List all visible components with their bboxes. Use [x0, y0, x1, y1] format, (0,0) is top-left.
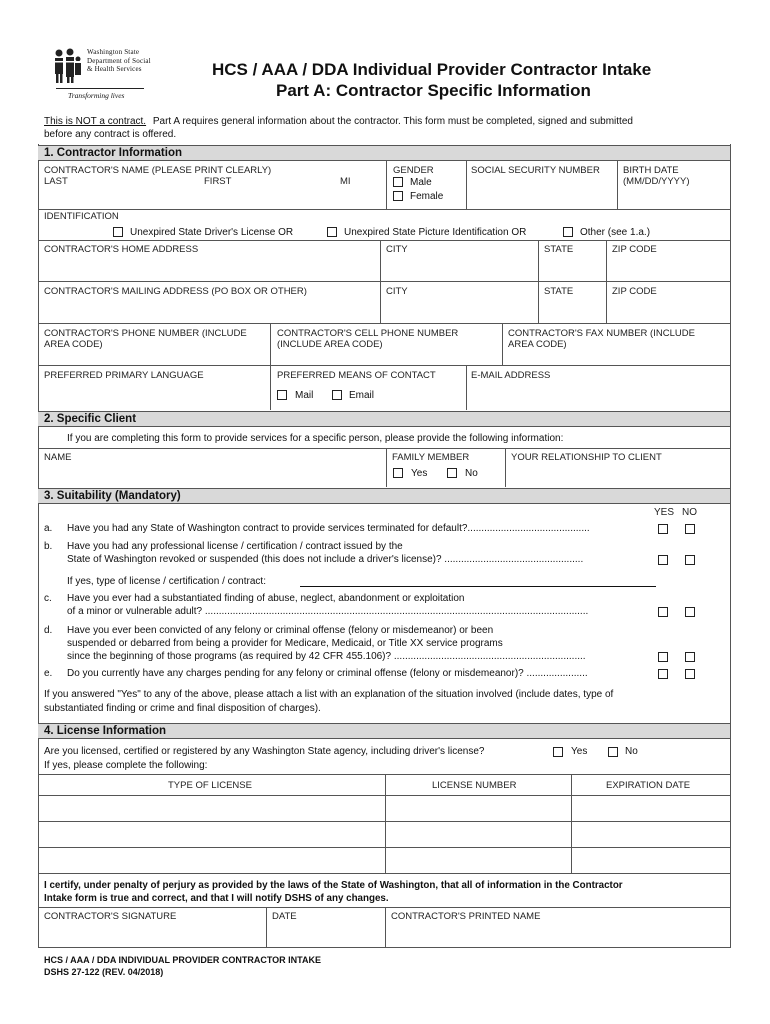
license-if-yes: If yes, please complete the following:	[44, 760, 208, 771]
home-address-label: CONTRACTOR'S HOME ADDRESS	[44, 244, 199, 255]
logo-agency-line1: Washington State	[87, 48, 140, 56]
birth-date-format: (MM/DD/YYYY)	[623, 176, 690, 187]
question-c-no-checkbox[interactable]	[685, 607, 695, 617]
section3-title: 3. Suitability (Mandatory)	[44, 490, 181, 502]
family-member-yes-label: Yes	[411, 468, 428, 479]
cell-phone-label-line2: (INCLUDE AREA CODE)	[277, 339, 383, 350]
suitability-note-line1: If you answered "Yes" to any of the above, please attach a list with an explanation of the situation involved (include dates, type of	[44, 689, 614, 700]
mailing-state-label: STATE	[544, 286, 574, 297]
question-b-no-checkbox[interactable]	[685, 555, 695, 565]
printed-name-label: CONTRACTOR'S PRINTED NAME	[391, 911, 541, 922]
question-b-line2: State of Washington revoked or suspended (this does not include a driver's license)? ..................................................	[67, 554, 584, 565]
family-member-no-checkbox[interactable]	[447, 468, 457, 478]
question-e-letter: e.	[44, 668, 53, 679]
yes-column-header: YES	[654, 507, 675, 518]
logo-agency-line2: Department of Social	[87, 56, 151, 65]
last-name-label: LAST	[44, 176, 68, 187]
section-contractor-information	[38, 145, 730, 161]
middle-initial-label: MI	[340, 176, 351, 187]
question-c-letter: c.	[44, 593, 52, 604]
question-d-letter: d.	[44, 625, 53, 636]
client-name-label: NAME	[44, 452, 72, 463]
question-b-yes-checkbox[interactable]	[658, 555, 668, 565]
question-a-yes-checkbox[interactable]	[658, 524, 668, 534]
id-drivers-license-label: Unexpired State Driver's License OR	[130, 227, 294, 238]
license-row-3[interactable]	[39, 848, 729, 873]
certification-line1: I certify, under penalty of perjury as provided by the laws of the State of Washington, that all of information in the Contractor	[44, 880, 623, 891]
gender-male-checkbox[interactable]	[393, 177, 403, 187]
gender-female-checkbox[interactable]	[393, 191, 403, 201]
question-c-line1: Have you ever had a substantiated finding of abuse, neglect, abandonment or exploitation	[67, 593, 465, 604]
license-no-label: No	[625, 746, 638, 757]
client-instruction: If you are completing this form to provide services for a specific person, please provide the following information:	[67, 433, 564, 444]
question-d-line2: suspended or debarred from being a provider for Medicare, Medicaid, or Title XX service programs	[67, 638, 503, 649]
question-d-line3: since the beginning of those programs (as required by 42 CFR 455.106)? .....................................................................	[67, 651, 586, 662]
contact-mail-label: Mail	[295, 390, 314, 401]
logo-tagline: Transforming lives	[68, 91, 125, 100]
contact-email-checkbox[interactable]	[332, 390, 342, 400]
question-e-text: Do you currently have any charges pending for any felony or criminal offense (felony or misdemeanor)? ......................	[67, 668, 588, 679]
contact-email-label: Email	[349, 390, 375, 401]
no-column-header: NO	[682, 507, 697, 518]
question-b-line1: Have you had any professional license / certification / contract issued by the	[67, 541, 403, 552]
license-question: Are you licensed, certified or registered by any Washington State agency, including driver's license?	[44, 746, 485, 757]
gender-male-label: Male	[410, 177, 432, 188]
email-address-label: E-MAIL ADDRESS	[471, 370, 551, 381]
relationship-label: YOUR RELATIONSHIP TO CLIENT	[511, 452, 662, 463]
mailing-city-label: CITY	[386, 286, 408, 297]
question-d-yes-checkbox[interactable]	[658, 652, 668, 662]
not-a-contract-notice: This is NOT a contract.	[44, 116, 147, 127]
gender-female-label: Female	[410, 191, 444, 202]
family-member-label: FAMILY MEMBER	[392, 452, 470, 463]
license-row-2[interactable]	[39, 822, 729, 847]
question-b-letter: b.	[44, 541, 53, 552]
col-license-number: LICENSE NUMBER	[432, 780, 517, 791]
id-other-label: Other (see 1.a.)	[580, 227, 651, 238]
intro-text-line2: before any contract is offered.	[44, 129, 177, 140]
id-state-picture-label: Unexpired State Picture Identification OR	[344, 227, 527, 238]
license-yes-checkbox[interactable]	[553, 747, 563, 757]
phone-label: CONTRACTOR'S PHONE NUMBER (INCLUDE	[44, 328, 247, 339]
question-c-yes-checkbox[interactable]	[658, 607, 668, 617]
col-expiration-date: EXPIRATION DATE	[606, 780, 691, 791]
question-d-line1: Have you ever been convicted of any felony or criminal offense (felony or misdemeanor) or been	[67, 625, 494, 636]
mailing-zip-label: ZIP CODE	[612, 286, 657, 297]
suitability-note-line2: substantiated finding or crime and final disposition of charges).	[44, 703, 321, 714]
footer-form-title: HCS / AAA / DDA INDIVIDUAL PROVIDER CONTRACTOR INTAKE	[44, 955, 322, 965]
col-license-type: TYPE OF LICENSE	[168, 780, 252, 791]
license-no-checkbox[interactable]	[608, 747, 618, 757]
question-e-no-checkbox[interactable]	[685, 669, 695, 679]
dshs-logo	[50, 46, 180, 104]
page-subtitle: Part A: Contractor Specific Information	[276, 81, 591, 100]
license-type-line[interactable]	[300, 586, 656, 587]
fax-label-line2: AREA CODE)	[508, 339, 567, 350]
ssn-label: SOCIAL SECURITY NUMBER	[471, 165, 600, 176]
logo-agency-line3: & Health Services	[87, 65, 142, 73]
family-member-no-label: No	[465, 468, 478, 479]
home-city-label: CITY	[386, 244, 408, 255]
date-label: DATE	[272, 911, 297, 922]
fax-label: CONTRACTOR'S FAX NUMBER (INCLUDE	[508, 328, 695, 339]
question-d-no-checkbox[interactable]	[685, 652, 695, 662]
id-state-picture-checkbox[interactable]	[327, 227, 337, 237]
contact-means-label: PREFERRED MEANS OF CONTACT	[277, 370, 436, 381]
section1-title: 1. Contractor Information	[44, 147, 183, 159]
signature-label: CONTRACTOR'S SIGNATURE	[44, 911, 177, 922]
question-c-line2: of a minor or vulnerable adult? ..........................................................................................................................................	[67, 606, 589, 617]
id-drivers-license-checkbox[interactable]	[113, 227, 123, 237]
family-figures-icon	[50, 48, 84, 84]
family-member-yes-checkbox[interactable]	[393, 468, 403, 478]
phone-label-line2: AREA CODE)	[44, 339, 103, 350]
contractor-name-label: CONTRACTOR'S NAME (PLEASE PRINT CLEARLY)	[44, 165, 272, 176]
contact-mail-checkbox[interactable]	[277, 390, 287, 400]
license-yes-label: Yes	[571, 746, 588, 757]
section2-title: 2. Specific Client	[44, 413, 137, 425]
gender-label: GENDER	[393, 165, 434, 176]
certification-line2: Intake form is true and correct, and that I will notify DSHS of any changes.	[44, 893, 389, 904]
license-type-prompt: If yes, type of license / certification / contract:	[67, 576, 266, 587]
license-row-1[interactable]	[39, 796, 729, 821]
mailing-address-label: CONTRACTOR'S MAILING ADDRESS (PO BOX OR OTHER)	[44, 286, 307, 297]
primary-language-label: PREFERRED PRIMARY LANGUAGE	[44, 370, 204, 381]
section4-title: 4. License Information	[44, 725, 167, 737]
question-a-letter: a.	[44, 523, 53, 534]
question-a-text: Have you had any State of Washington contract to provide services terminated for default?............................................	[67, 523, 590, 534]
page-title: HCS / AAA / DDA Individual Provider Contractor Intake	[212, 60, 652, 79]
section-suitability	[38, 488, 730, 504]
identification-label: IDENTIFICATION	[44, 211, 119, 222]
question-e-yes-checkbox[interactable]	[658, 669, 668, 679]
footer-form-number: DSHS 27-122 (REV. 04/2018)	[44, 967, 164, 977]
first-name-label: FIRST	[204, 176, 232, 187]
cell-phone-label: CONTRACTOR'S CELL PHONE NUMBER	[277, 328, 459, 339]
question-a-no-checkbox[interactable]	[685, 524, 695, 534]
home-zip-label: ZIP CODE	[612, 244, 657, 255]
home-state-label: STATE	[544, 244, 574, 255]
id-other-checkbox[interactable]	[563, 227, 573, 237]
intro-text-line1: Part A requires general information about the contractor. This form must be completed, signed and submitted	[152, 116, 633, 127]
section-specific-client	[38, 411, 730, 427]
birth-date-label: BIRTH DATE	[623, 165, 679, 176]
section-license-information	[38, 723, 730, 739]
